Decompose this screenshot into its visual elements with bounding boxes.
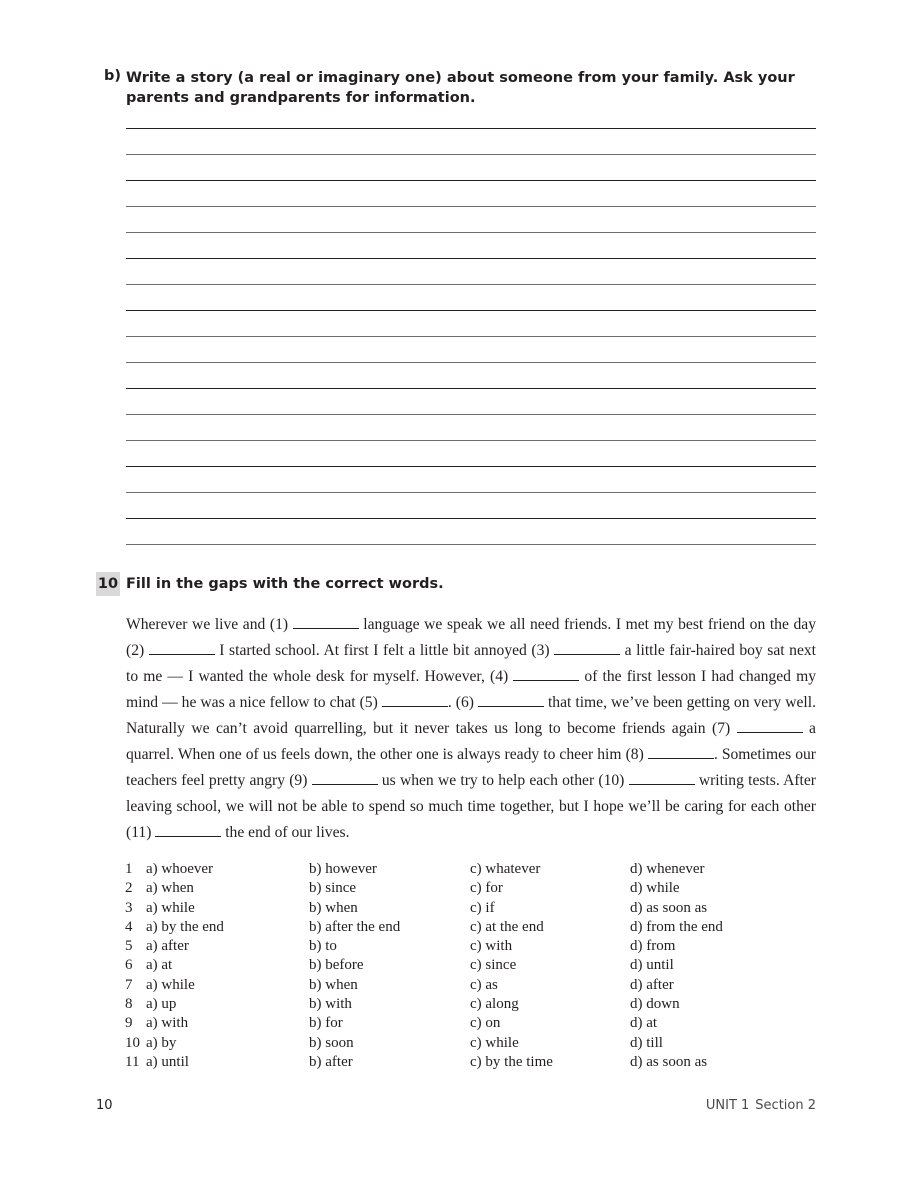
option-row	[125, 899, 825, 918]
passage-text: Wherever we live and (1)	[126, 616, 293, 633]
passage-text: of the first lesson I had changed my mind — he was a nice fellow to chat (5)	[126, 668, 816, 711]
option-c[interactable]: c) at the end	[470, 918, 544, 935]
option-row	[125, 976, 825, 995]
option-d[interactable]: d) till	[630, 1034, 663, 1051]
option-a[interactable]: a) whoever	[146, 861, 214, 877]
writing-area[interactable]	[126, 128, 816, 570]
task-b-label: b)	[104, 68, 122, 84]
writing-line[interactable]	[126, 128, 816, 154]
option-row	[125, 860, 825, 879]
option-row	[125, 879, 825, 898]
passage-text: language we speak we all need friends. I met my best friend on the day (2)	[126, 616, 816, 659]
option-d[interactable]: d) while	[630, 880, 680, 897]
writing-line[interactable]	[126, 310, 816, 336]
option-d[interactable]: d) until	[630, 957, 674, 974]
unit-section-label	[706, 1098, 816, 1113]
option-b[interactable]: b) since	[309, 880, 357, 897]
option-number: 5	[125, 938, 133, 955]
exercise-number-badge: 10	[96, 572, 120, 596]
option-number: 7	[125, 976, 133, 993]
option-c[interactable]: c) since	[470, 957, 517, 974]
option-row	[125, 956, 825, 975]
option-c[interactable]: c) along	[470, 996, 519, 1013]
passage-text: . Sometimes our teachers feel pretty angry (9)	[126, 746, 816, 789]
gap-blank-5[interactable]	[382, 694, 448, 707]
gap-blank-8[interactable]	[648, 746, 714, 759]
option-b[interactable]: b) after the end	[309, 918, 401, 935]
option-a[interactable]: a) up	[146, 996, 177, 1013]
option-c[interactable]: c) whatever	[470, 861, 541, 877]
option-d[interactable]: d) as soon as	[630, 1053, 708, 1070]
writing-line[interactable]	[126, 284, 816, 310]
writing-line[interactable]	[126, 258, 816, 284]
option-d[interactable]: d) from the end	[630, 918, 723, 935]
option-row	[125, 1014, 825, 1033]
option-d[interactable]: d) as soon as	[630, 899, 708, 916]
passage-text: us when we try to help each other (10)	[377, 772, 629, 789]
passage-text: the end of our lives.	[221, 824, 350, 841]
option-row	[125, 1053, 825, 1072]
option-d[interactable]: d) after	[630, 976, 674, 993]
option-b[interactable]: b) however	[309, 861, 377, 877]
passage-text: a quarrel. When one of us feels down, the other one is always ready to cheer him (8)	[126, 720, 816, 763]
option-a[interactable]: a) with	[146, 1015, 189, 1032]
option-row	[125, 937, 825, 956]
option-a[interactable]: a) after	[146, 938, 189, 955]
option-d[interactable]: d) at	[630, 1015, 658, 1032]
gap-fill-passage	[126, 612, 816, 846]
option-b[interactable]: b) soon	[309, 1034, 354, 1051]
option-b[interactable]: b) with	[309, 996, 352, 1013]
gap-blank-4[interactable]	[513, 668, 579, 681]
option-a[interactable]: a) by the end	[146, 918, 224, 935]
gap-blank-9[interactable]	[312, 772, 378, 785]
option-number: 2	[125, 880, 133, 897]
writing-line[interactable]	[126, 388, 816, 414]
option-b[interactable]: b) to	[309, 938, 337, 955]
option-number: 4	[125, 918, 133, 935]
option-b[interactable]: b) for	[309, 1015, 343, 1032]
section-label: Section 2	[755, 1098, 816, 1113]
gap-blank-10[interactable]	[629, 772, 695, 785]
gap-blank-6[interactable]	[478, 694, 544, 707]
unit-label: UNIT 1	[705, 1098, 750, 1113]
option-d[interactable]: d) down	[630, 996, 680, 1013]
writing-line[interactable]	[126, 336, 816, 362]
option-c[interactable]: c) for	[470, 880, 503, 897]
option-d[interactable]: d) from	[630, 938, 676, 955]
option-number: 3	[125, 899, 133, 916]
option-number: 11	[125, 1053, 140, 1070]
option-number: 10	[125, 1034, 140, 1051]
option-a[interactable]: a) when	[146, 880, 194, 897]
option-number: 1	[125, 861, 133, 877]
page-number: 10	[96, 1098, 113, 1113]
passage-text: writing tests. After leaving school, we will not be able to spend so much time together, but I hope we’ll be caring for each other (11)	[126, 772, 816, 841]
option-c[interactable]: c) on	[470, 1015, 501, 1032]
answer-options-list	[125, 860, 825, 1072]
option-row	[125, 918, 825, 937]
option-number: 8	[125, 996, 133, 1013]
writing-line[interactable]	[126, 440, 816, 466]
writing-line[interactable]	[126, 232, 816, 258]
option-c[interactable]: c) while	[470, 1034, 519, 1051]
writing-line[interactable]	[126, 180, 816, 206]
gap-blank-1[interactable]	[293, 616, 359, 629]
gap-blank-7[interactable]	[737, 720, 803, 733]
writing-line[interactable]	[126, 362, 816, 388]
gap-blank-3[interactable]	[554, 642, 620, 655]
passage-text: that time, we’ve been getting on very well. Naturally we can’t avoid quarrelling, but it never takes us long to become friends again (7)	[126, 694, 816, 737]
writing-line[interactable]	[126, 154, 816, 180]
writing-line[interactable]	[126, 414, 816, 440]
task-b	[104, 68, 816, 108]
passage-text: a little fair-haired boy sat next to me — I wanted the whole desk for myself. However, (4)	[126, 642, 816, 685]
writing-line[interactable]	[126, 518, 816, 544]
exercise-title: Fill in the gaps with the correct words.	[126, 576, 444, 592]
option-a[interactable]: a) by	[146, 1034, 177, 1051]
passage-text: . (6)	[447, 694, 478, 711]
writing-line[interactable]	[126, 466, 816, 492]
option-c[interactable]: c) if	[470, 899, 495, 916]
option-a[interactable]: a) while	[146, 899, 195, 916]
option-number: 9	[125, 1015, 133, 1032]
option-number: 6	[125, 957, 133, 974]
task-b-instructions: Write a story (a real or imaginary one) about someone from your family. Ask your parents and grandparents for information.	[126, 70, 795, 106]
option-a[interactable]: a) until	[146, 1053, 189, 1070]
option-row	[125, 1034, 825, 1053]
option-b[interactable]: b) after	[309, 1053, 353, 1070]
option-d[interactable]: d) whenever	[630, 861, 705, 877]
gap-blank-11[interactable]	[155, 824, 221, 837]
writing-line[interactable]	[126, 492, 816, 518]
writing-line[interactable]	[126, 544, 816, 570]
option-c[interactable]: c) with	[470, 938, 513, 955]
option-b[interactable]: b) when	[309, 899, 358, 916]
option-c[interactable]: c) as	[470, 976, 498, 993]
option-b[interactable]: b) when	[309, 976, 358, 993]
writing-line[interactable]	[126, 206, 816, 232]
option-row	[125, 995, 825, 1014]
option-a[interactable]: a) while	[146, 976, 195, 993]
option-b[interactable]: b) before	[309, 957, 364, 974]
passage-text: I started school. At first I felt a little bit annoyed (3)	[214, 642, 555, 659]
gap-blank-2[interactable]	[149, 642, 215, 655]
option-c[interactable]: c) by the time	[470, 1053, 553, 1070]
option-a[interactable]: a) at	[146, 957, 173, 974]
